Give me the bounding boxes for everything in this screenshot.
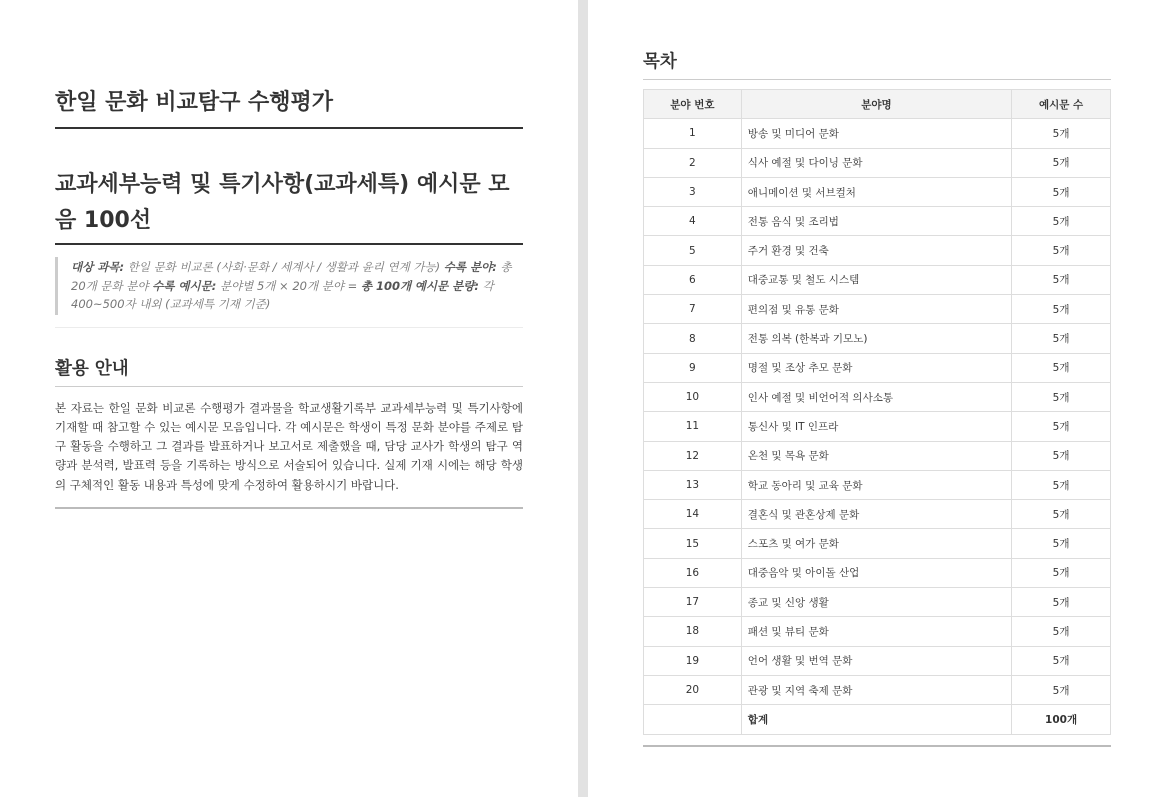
guide-paragraph: 본 자료는 한일 문화 비교론 수행평가 결과물을 학교생활기록부 교과세부능력 및 특기사항에 기재할 때 참고할 수 있는 예시문 모음입니다. 각 예시문은 학생이 특정 문화 분야를 주제로 탐구 활동을 수행하고 그 결과를 발표하거나 보고서로 제출했을 때, 담당 교사가 학생의 탐구 역량과 분석력, 발표력 등을 기록하는 방식으로 서술되어 있습니다. 실제 기재 시에는 해당 학생의 구체적인 활동 내용과 특성에 맞게 수정하여 활용하시기 바랍니다. [55,400,523,492]
examples-label: 수록 예시문: [152,278,217,293]
fields-label: 수록 분야: [443,260,497,274]
toc-row [644,119,1111,148]
toc-row [644,646,1111,675]
field-name: 학교 동아리 및 교육 문화 [741,470,1011,499]
toc-row [644,588,1111,617]
field-count: 5개 [1012,441,1111,470]
divider [55,327,523,328]
field-name: 종교 및 신앙 생활 [741,588,1011,617]
field-count: 5개 [1012,265,1111,294]
field-number: 19 [644,646,742,675]
field-name: 애니메이션 및 서브컬처 [741,177,1011,206]
toc-header-row [644,90,1111,119]
field-number: 6 [644,265,742,294]
field-number: 5 [644,236,742,265]
field-count: 5개 [1012,324,1111,353]
toc-row [644,295,1111,324]
toc-row [644,265,1111,294]
subject-value: 한일 문화 비교론 (사회·문화 / 세계사 / 생활과 윤리 연계 가능) [124,260,444,274]
toc-row [644,441,1111,470]
field-name: 방송 및 미디어 문화 [741,119,1011,148]
field-name: 스포츠 및 여가 문화 [741,529,1011,558]
guide-heading: 활용 안내 [55,357,523,387]
field-count: 5개 [1012,353,1111,382]
field-count: 5개 [1012,382,1111,411]
field-name: 관광 및 지역 축제 문화 [741,675,1011,704]
field-number: 8 [644,324,742,353]
document-page-right [588,0,1162,797]
field-number: 18 [644,617,742,646]
toc-row [644,382,1111,411]
toc-row [644,177,1111,206]
field-name: 편의점 및 유통 문화 [741,295,1011,324]
field-count: 5개 [1012,412,1111,441]
total-label: 합계 [741,705,1011,734]
field-count: 5개 [1012,177,1111,206]
field-number: 15 [644,529,742,558]
toc-row [644,558,1111,587]
examples-total: 총 100개 [360,278,412,293]
field-name: 통신사 및 IT 인프라 [741,412,1011,441]
toc-end-divider [643,745,1111,747]
toc-row [644,148,1111,177]
field-number: 20 [644,675,742,704]
toc-row [644,353,1111,382]
field-name: 식사 예절 및 다이닝 문화 [741,148,1011,177]
field-count: 5개 [1012,646,1111,675]
field-number: 10 [644,382,742,411]
field-count: 5개 [1012,119,1111,148]
field-count: 5개 [1012,295,1111,324]
field-count: 5개 [1012,500,1111,529]
field-name: 온천 및 목욕 문화 [741,441,1011,470]
toc-row [644,470,1111,499]
section-end-divider [55,507,523,509]
field-name: 대중교통 및 철도 시스템 [741,265,1011,294]
field-count: 5개 [1012,588,1111,617]
field-name: 결혼식 및 관혼상제 문화 [741,500,1011,529]
length-value: 각 400~500자 내외 (교과세특 기재 기준) [71,278,494,311]
toc-row [644,324,1111,353]
field-number: 11 [644,412,742,441]
document-title: 한일 문화 비교탐구 수행평가 [55,0,523,129]
toc-row [644,500,1111,529]
toc-total-row [644,705,1111,734]
col-header-count: 예시문 수 [1012,90,1111,119]
toc-row [644,236,1111,265]
field-name: 명절 및 조상 추모 문화 [741,353,1011,382]
toc-body [644,119,1111,734]
field-number: 7 [644,295,742,324]
col-header-number: 분야 번호 [644,90,742,119]
field-number: 12 [644,441,742,470]
field-name: 패션 및 뷰티 문화 [741,617,1011,646]
col-header-name: 분야명 [741,90,1011,119]
field-number: 1 [644,119,742,148]
total-number [644,705,742,734]
field-count: 5개 [1012,558,1111,587]
field-name: 인사 예절 및 비언어적 의사소통 [741,382,1011,411]
fields-value: 총 20개 문화 분야 [71,260,512,293]
examples-value: 분야별 5개 × 20개 분야 = [216,278,361,293]
document-page-left [0,0,578,797]
field-number: 4 [644,207,742,236]
meta-blockquote [55,257,523,315]
field-number: 14 [644,500,742,529]
field-number: 13 [644,470,742,499]
field-name: 주거 환경 및 건축 [741,236,1011,265]
field-count: 5개 [1012,148,1111,177]
toc-row [644,617,1111,646]
field-name: 전통 음식 및 조리법 [741,207,1011,236]
field-count: 5개 [1012,207,1111,236]
field-number: 3 [644,177,742,206]
subject-label: 대상 과목: [71,260,125,274]
document-subtitle: 교과세부능력 및 특기사항(교과세특) 예시문 모음 100선 [55,167,523,245]
total-count: 100개 [1012,705,1111,734]
field-number: 16 [644,558,742,587]
toc-row [644,529,1111,558]
field-name: 언어 생활 및 번역 문화 [741,646,1011,675]
field-count: 5개 [1012,236,1111,265]
field-number: 2 [644,148,742,177]
toc-row [644,412,1111,441]
field-name: 전통 의복 (한복과 기모노) [741,324,1011,353]
toc-row [644,675,1111,704]
length-label: 예시문 분량: [414,278,479,293]
toc-table [643,89,1111,735]
field-count: 5개 [1012,529,1111,558]
field-number: 17 [644,588,742,617]
field-count: 5개 [1012,470,1111,499]
field-number: 9 [644,353,742,382]
field-count: 5개 [1012,675,1111,704]
field-count: 5개 [1012,617,1111,646]
toc-row [644,207,1111,236]
toc-heading: 목차 [643,0,1111,80]
field-name: 대중음악 및 아이돌 산업 [741,558,1011,587]
